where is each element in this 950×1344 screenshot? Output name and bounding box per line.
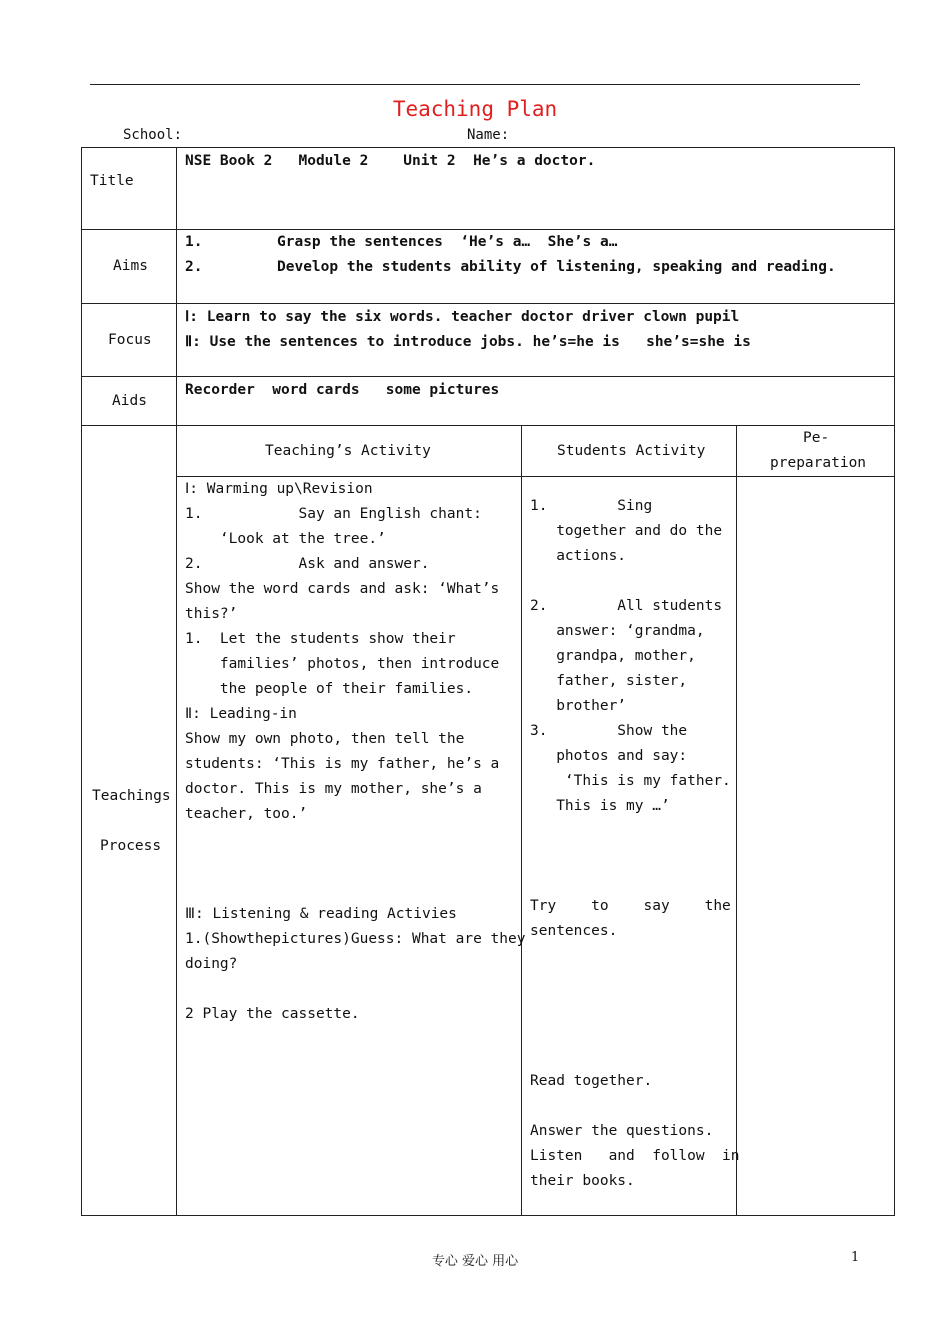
aids-row-label: Aids bbox=[112, 393, 147, 409]
teacher-activity-line: students: ‘This is my father, he’s a bbox=[185, 756, 500, 772]
row-divider bbox=[81, 425, 895, 426]
student-activity-line: grandpa, mother, bbox=[530, 648, 696, 664]
process-row-label-2: Process bbox=[100, 838, 162, 854]
footer-motto: 专心 爱心 用心 bbox=[431, 1254, 519, 1269]
teacher-activity-line: the people of their families. bbox=[185, 681, 474, 697]
process-row-label-1: Teachings bbox=[92, 788, 171, 804]
student-activity-line bbox=[530, 1019, 732, 1044]
teacher-activity-line bbox=[185, 827, 517, 852]
focus-row-label: Focus bbox=[108, 332, 152, 348]
teacher-activity-line: 2 Play the cassette. bbox=[185, 1006, 360, 1022]
student-activity-line: their books. bbox=[530, 1173, 635, 1189]
student-activity-line: photos and say: bbox=[530, 748, 688, 764]
student-activity-line bbox=[530, 1094, 732, 1119]
student-activity-line bbox=[530, 819, 732, 844]
student-activity-line: 3. Show the bbox=[530, 723, 688, 739]
student-activity-line: 1. Sing bbox=[530, 498, 653, 514]
title-row-label: Title bbox=[90, 173, 134, 189]
student-activity-line bbox=[530, 869, 732, 894]
teacher-activity-line: Ⅰ: Warming up\Revision bbox=[185, 481, 373, 497]
student-activity-line: Answer the questions. bbox=[530, 1123, 714, 1139]
aims-text-1: Grasp the sentences ‘He’s a… She’s a… bbox=[277, 234, 618, 250]
student-activity-line: brother’ bbox=[530, 698, 627, 714]
title-content: NSE Book 2 Module 2 Unit 2 He’s a doctor. bbox=[185, 153, 596, 169]
focus-item-1: Ⅰ: Learn to say the six words. teacher doctor driver clown pupil bbox=[185, 309, 740, 325]
student-activity-line: together and do the bbox=[530, 523, 723, 539]
student-activity-line: Try to say the bbox=[530, 898, 731, 914]
process-column-divider bbox=[736, 425, 737, 1216]
teacher-activity-line: doing? bbox=[185, 956, 238, 972]
student-activity-line bbox=[530, 969, 732, 994]
teacher-activity-line bbox=[185, 852, 517, 877]
student-activity-line bbox=[530, 844, 732, 869]
student-activity-line: Read together. bbox=[530, 1073, 653, 1089]
teacher-activity-line bbox=[185, 877, 517, 902]
student-activity-line: father, sister, bbox=[530, 673, 688, 689]
teacher-activity-line: this?’ bbox=[185, 606, 238, 622]
student-activity-line: sentences. bbox=[530, 923, 618, 939]
teacher-activity-line: 2. Ask and answer. bbox=[185, 556, 430, 572]
teacher-activity-line: ‘Look at the tree.’ bbox=[185, 531, 386, 547]
teacher-activity-line: 1.(Showthepictures)Guess: What are they bbox=[185, 931, 526, 947]
page-number: 1 bbox=[851, 1250, 860, 1265]
student-activity-line: answer: ‘grandma, bbox=[530, 623, 705, 639]
student-activity-line: 2. All students bbox=[530, 598, 723, 614]
student-activity-line: ‘This is my father. bbox=[530, 773, 731, 789]
student-activity-line bbox=[530, 944, 732, 969]
teacher-activity-line: families’ photos, then introduce bbox=[185, 656, 500, 672]
focus-item-2: Ⅱ: Use the sentences to introduce jobs. he’s=he is she’s=she is bbox=[185, 334, 751, 350]
student-activity-line bbox=[530, 1044, 732, 1069]
name-label: Name: bbox=[467, 127, 510, 143]
student-activity-line: This is my …’ bbox=[530, 798, 670, 814]
document-title: Teaching Plan bbox=[392, 97, 558, 121]
aims-text-2: Develop the students ability of listening, speaking and reading. bbox=[277, 259, 836, 275]
top-rule bbox=[90, 84, 860, 85]
student-activity-line: actions. bbox=[530, 548, 627, 564]
teacher-activity-column bbox=[185, 477, 526, 1027]
aims-row-label: Aims bbox=[113, 258, 148, 274]
teacher-activity-line: Show the word cards and ask: ‘What’s bbox=[185, 581, 500, 597]
row-divider bbox=[81, 376, 895, 377]
teacher-activity-line: Ⅲ: Listening & reading Activies bbox=[185, 906, 457, 922]
student-activity-line: Listen and follow in bbox=[530, 1148, 740, 1164]
preparation-header-1: Pe- bbox=[803, 430, 830, 446]
preparation-header-2: preparation bbox=[770, 455, 867, 471]
student-activity-column bbox=[530, 494, 740, 1194]
student-activity-line bbox=[530, 569, 732, 594]
teacher-activity-line: Ⅱ: Leading-in bbox=[185, 706, 297, 722]
label-column-divider bbox=[176, 147, 177, 1216]
teacher-activity-line: doctor. This is my mother, she’s a bbox=[185, 781, 482, 797]
student-activity-line bbox=[530, 994, 732, 1019]
teacher-activity-header: Teaching’s Activity bbox=[265, 443, 431, 459]
teacher-activity-line bbox=[185, 977, 517, 1002]
teacher-activity-line: teacher, too.’ bbox=[185, 806, 308, 822]
teacher-activity-line: 1. Let the students show their bbox=[185, 631, 456, 647]
row-divider bbox=[81, 303, 895, 304]
process-column-divider bbox=[521, 425, 522, 1216]
students-activity-header: Students Activity bbox=[557, 443, 706, 459]
school-label: School: bbox=[123, 127, 183, 143]
teacher-activity-line: Show my own photo, then tell the bbox=[185, 731, 465, 747]
aids-content: Recorder word cards some pictures bbox=[185, 382, 500, 398]
aims-num-1: 1. bbox=[185, 234, 203, 250]
teacher-activity-line: 1. Say an English chant: bbox=[185, 506, 482, 522]
aims-num-2: 2. bbox=[185, 259, 203, 275]
